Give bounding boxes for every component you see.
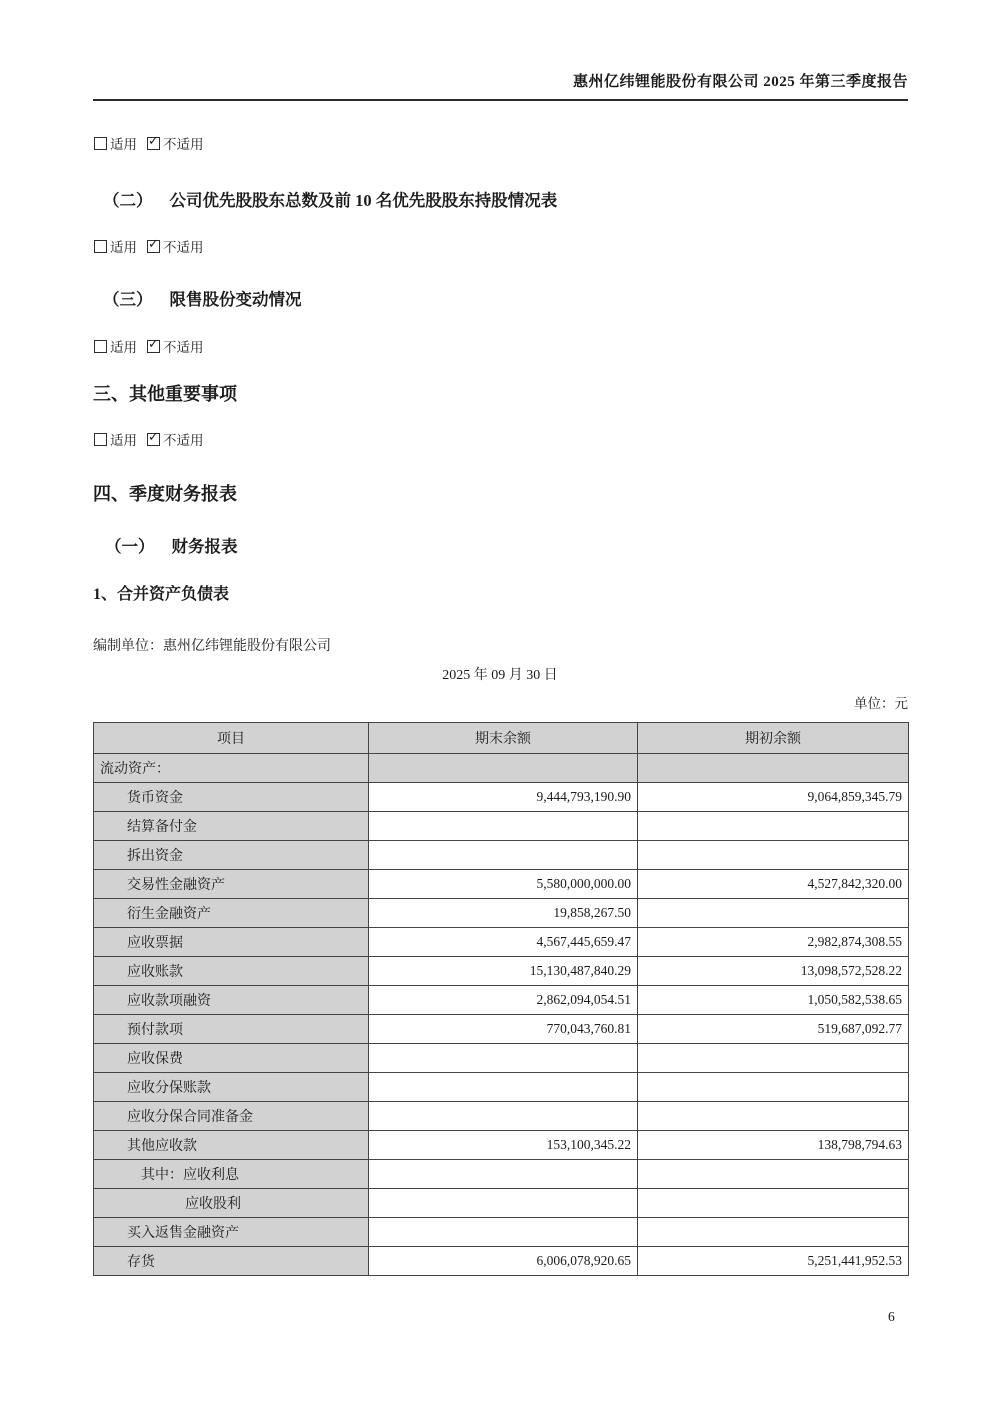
checkbox-checked-icon [147, 340, 160, 353]
beginning-balance [638, 754, 909, 783]
table-row [94, 899, 909, 928]
row-label: 衍生金融资产 [94, 899, 369, 928]
section-number: （三） [103, 290, 153, 309]
ending-balance [369, 754, 638, 783]
row-label: 其他应收款 [94, 1131, 369, 1160]
beginning-balance: 2,982,874,308.55 [638, 928, 909, 957]
table-row [94, 1131, 909, 1160]
beginning-balance [638, 1218, 909, 1247]
beginning-balance [638, 841, 909, 870]
balance-sheet-heading: 1、合并资产负债表 [93, 586, 230, 603]
ending-balance [369, 1044, 638, 1073]
page-number: 6 [888, 1309, 895, 1324]
row-label: 结算备付金 [94, 812, 369, 841]
row-label: 货币资金 [94, 783, 369, 812]
section-title: 财务报表 [171, 537, 238, 556]
row-label: 应收账款 [94, 957, 369, 986]
header-divider [93, 99, 908, 101]
applicability-line-4 [94, 429, 204, 449]
row-label: 应收保费 [94, 1044, 369, 1073]
statement-date: 2025 年 09 月 30 日 [442, 668, 558, 683]
applicability-line-2 [94, 236, 204, 256]
beginning-balance: 138,798,794.63 [638, 1131, 909, 1160]
beginning-balance: 4,527,842,320.00 [638, 870, 909, 899]
table-row [94, 1218, 909, 1247]
ending-balance [369, 841, 638, 870]
beginning-balance: 1,050,582,538.65 [638, 986, 909, 1015]
document-header-title: 惠州亿纬锂能股份有限公司 2025 年第三季度报告 [572, 74, 908, 90]
row-label: 应收股利 [94, 1189, 369, 1218]
row-label: 其中：应收利息 [94, 1160, 369, 1189]
not-applicable-label: 不适用 [163, 340, 204, 355]
row-label: 预付款项 [94, 1015, 369, 1044]
row-label: 拆出资金 [94, 841, 369, 870]
ending-balance [369, 1218, 638, 1247]
table-row [94, 754, 909, 783]
table-row [94, 1073, 909, 1102]
column-header-beginning-balance: 期初余额 [638, 723, 909, 754]
table-row [94, 1015, 909, 1044]
section-title: 公司优先股股东总数及前 10 名优先股股东持股情况表 [169, 191, 558, 210]
prepared-by-line: 编制单位：惠州亿纬锂能股份有限公司 [93, 639, 331, 654]
ending-balance [369, 1189, 638, 1218]
row-label: 应收分保账款 [94, 1073, 369, 1102]
not-applicable-label: 不适用 [163, 137, 204, 152]
ending-balance [369, 812, 638, 841]
beginning-balance [638, 899, 909, 928]
table-row [94, 812, 909, 841]
section-heading-quarterly-statements: 四、季度财务报表 [93, 484, 237, 504]
checkbox-unchecked-icon [94, 137, 107, 150]
checkbox-checked-icon [147, 240, 160, 253]
applicability-line-3 [94, 336, 204, 356]
table-row [94, 1189, 909, 1218]
checkbox-checked-icon [147, 433, 160, 446]
ending-balance [369, 1102, 638, 1131]
ending-balance: 9,444,793,190.90 [369, 783, 638, 812]
applicable-label: 适用 [110, 340, 137, 355]
currency-unit: 单位：元 [854, 696, 908, 711]
checkbox-unchecked-icon [94, 240, 107, 253]
ending-balance [369, 1073, 638, 1102]
table-row [94, 928, 909, 957]
ending-balance: 6,006,078,920.65 [369, 1247, 638, 1276]
row-label: 应收票据 [94, 928, 369, 957]
table-row [94, 1247, 909, 1276]
section-heading-financial-statements [105, 533, 238, 557]
table-row [94, 1160, 909, 1189]
balance-sheet-table [93, 722, 909, 1276]
ending-balance: 4,567,445,659.47 [369, 928, 638, 957]
row-label: 交易性金融资产 [94, 870, 369, 899]
table-row [94, 870, 909, 899]
applicable-label: 适用 [110, 240, 137, 255]
beginning-balance [638, 812, 909, 841]
checkbox-unchecked-icon [94, 340, 107, 353]
row-label: 买入返售金融资产 [94, 1218, 369, 1247]
beginning-balance [638, 1102, 909, 1131]
ending-balance: 770,043,760.81 [369, 1015, 638, 1044]
section-number: （二） [103, 191, 153, 210]
beginning-balance: 5,251,441,952.53 [638, 1247, 909, 1276]
table-row [94, 783, 909, 812]
column-header-item: 项目 [94, 723, 369, 754]
ending-balance: 153,100,345.22 [369, 1131, 638, 1160]
ending-balance [369, 1160, 638, 1189]
ending-balance: 19,858,267.50 [369, 899, 638, 928]
ending-balance: 2,862,094,054.51 [369, 986, 638, 1015]
beginning-balance [638, 1189, 909, 1218]
beginning-balance [638, 1160, 909, 1189]
section-heading-preferred-shareholders [103, 187, 557, 211]
applicable-label: 适用 [110, 137, 137, 152]
section-heading-other-matters: 三、其他重要事项 [93, 384, 237, 404]
column-header-ending-balance: 期末余额 [369, 723, 638, 754]
beginning-balance [638, 1044, 909, 1073]
section-title: 限售股份变动情况 [169, 290, 302, 309]
checkbox-checked-icon [147, 137, 160, 150]
beginning-balance [638, 1073, 909, 1102]
row-label: 应收分保合同准备金 [94, 1102, 369, 1131]
ending-balance: 5,580,000,000.00 [369, 870, 638, 899]
beginning-balance: 519,687,092.77 [638, 1015, 909, 1044]
beginning-balance: 13,098,572,528.22 [638, 957, 909, 986]
table-row [94, 957, 909, 986]
table-row [94, 1044, 909, 1073]
checkbox-unchecked-icon [94, 433, 107, 446]
table-header-row [94, 723, 909, 754]
row-label: 流动资产： [94, 754, 369, 783]
beginning-balance: 9,064,859,345.79 [638, 783, 909, 812]
table-row [94, 986, 909, 1015]
applicable-label: 适用 [110, 433, 137, 448]
not-applicable-label: 不适用 [163, 433, 204, 448]
not-applicable-label: 不适用 [163, 240, 204, 255]
table-row [94, 841, 909, 870]
row-label: 存货 [94, 1247, 369, 1276]
table-row [94, 1102, 909, 1131]
section-heading-restricted-shares [103, 286, 302, 310]
section-number: （一） [105, 537, 155, 556]
applicability-line-1 [94, 133, 204, 153]
row-label: 应收款项融资 [94, 986, 369, 1015]
ending-balance: 15,130,487,840.29 [369, 957, 638, 986]
